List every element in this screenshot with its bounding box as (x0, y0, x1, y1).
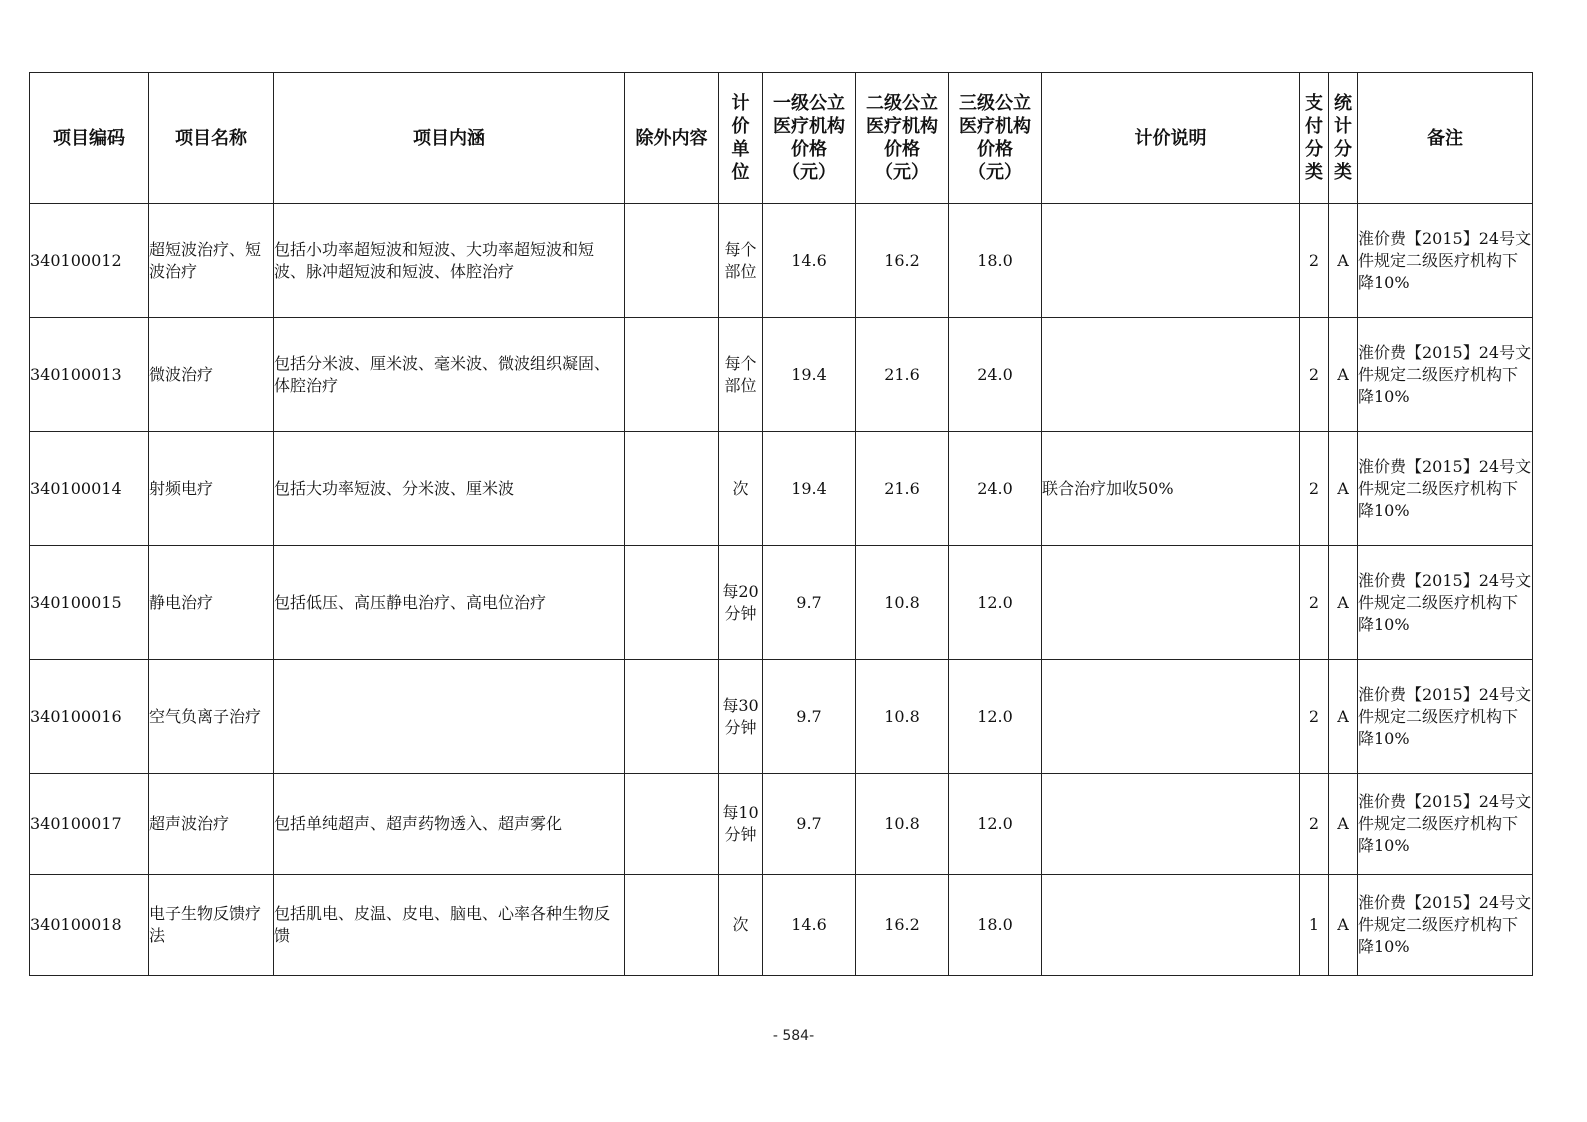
page-number: - 584- (772, 1028, 815, 1044)
cell-payment-class: 1 (1300, 875, 1329, 976)
cell-price2: 21.6 (856, 432, 949, 546)
header-remarks: 备注 (1358, 73, 1533, 204)
cell-stat-class: A (1329, 318, 1358, 432)
cell-pricing-note: 联合治疗加收50% (1042, 432, 1300, 546)
cell-stat-class: A (1329, 875, 1358, 976)
cell-excluded (625, 546, 719, 660)
cell-name: 超声波治疗 (149, 774, 274, 875)
cell-price2: 10.8 (856, 660, 949, 774)
header-excluded: 除外内容 (625, 73, 719, 204)
cell-payment-class: 2 (1300, 318, 1329, 432)
header-pricing-note: 计价说明 (1042, 73, 1300, 204)
cell-price3: 12.0 (949, 660, 1042, 774)
table-row (30, 660, 1533, 774)
cell-remarks: 淮价费【2015】24号文件规定二级医疗机构下降10% (1358, 204, 1533, 318)
header-price2-text: 二级公立医疗机构价格（元） (866, 93, 938, 183)
cell-payment-class: 2 (1300, 660, 1329, 774)
cell-code: 340100014 (30, 432, 149, 546)
cell-content: 包括单纯超声、超声药物透入、超声雾化 (274, 774, 625, 875)
cell-stat-class: A (1329, 774, 1358, 875)
cell-price3: 18.0 (949, 875, 1042, 976)
cell-unit: 每30分钟 (719, 660, 763, 774)
cell-content (274, 660, 625, 774)
cell-remarks: 淮价费【2015】24号文件规定二级医疗机构下降10% (1358, 875, 1533, 976)
cell-pricing-note (1042, 660, 1300, 774)
header-price1 (763, 73, 856, 204)
cell-price2: 16.2 (856, 875, 949, 976)
table-row (30, 546, 1533, 660)
cell-price1: 19.4 (763, 432, 856, 546)
cell-name: 微波治疗 (149, 318, 274, 432)
header-unit (719, 73, 763, 204)
cell-unit: 次 (719, 432, 763, 546)
cell-unit: 次 (719, 875, 763, 976)
cell-remarks: 淮价费【2015】24号文件规定二级医疗机构下降10% (1358, 660, 1533, 774)
table-row (30, 875, 1533, 976)
cell-excluded (625, 318, 719, 432)
cell-price2: 21.6 (856, 318, 949, 432)
cell-pricing-note (1042, 875, 1300, 976)
cell-stat-class: A (1329, 660, 1358, 774)
cell-price3: 12.0 (949, 546, 1042, 660)
header-stat-class-text: 统计分类 (1334, 93, 1352, 183)
cell-code: 340100015 (30, 546, 149, 660)
cell-code: 340100012 (30, 204, 149, 318)
cell-price1: 9.7 (763, 774, 856, 875)
header-stat-class (1329, 73, 1358, 204)
table-header-row (30, 73, 1533, 204)
cell-content: 包括肌电、皮温、皮电、脑电、心率各种生物反馈 (274, 875, 625, 976)
table-row (30, 432, 1533, 546)
cell-name: 电子生物反馈疗法 (149, 875, 274, 976)
cell-name: 静电治疗 (149, 546, 274, 660)
cell-price2: 10.8 (856, 774, 949, 875)
header-price2 (856, 73, 949, 204)
cell-price1: 14.6 (763, 204, 856, 318)
cell-excluded (625, 432, 719, 546)
cell-code: 340100017 (30, 774, 149, 875)
header-price3-text: 三级公立医疗机构价格（元） (959, 93, 1031, 183)
cell-price2: 16.2 (856, 204, 949, 318)
cell-payment-class: 2 (1300, 204, 1329, 318)
cell-remarks: 淮价费【2015】24号文件规定二级医疗机构下降10% (1358, 546, 1533, 660)
cell-excluded (625, 660, 719, 774)
cell-price1: 19.4 (763, 318, 856, 432)
cell-pricing-note (1042, 546, 1300, 660)
header-unit-text: 计价单位 (731, 93, 750, 183)
cell-remarks: 淮价费【2015】24号文件规定二级医疗机构下降10% (1358, 774, 1533, 875)
cell-name: 空气负离子治疗 (149, 660, 274, 774)
cell-code: 340100018 (30, 875, 149, 976)
cell-content: 包括小功率超短波和短波、大功率超短波和短波、脉冲超短波和短波、体腔治疗 (274, 204, 625, 318)
cell-excluded (625, 875, 719, 976)
table-row (30, 204, 1533, 318)
cell-content: 包括大功率短波、分米波、厘米波 (274, 432, 625, 546)
cell-payment-class: 2 (1300, 432, 1329, 546)
price-table (29, 72, 1533, 976)
cell-price3: 12.0 (949, 774, 1042, 875)
cell-price3: 18.0 (949, 204, 1042, 318)
header-price3 (949, 73, 1042, 204)
cell-code: 340100016 (30, 660, 149, 774)
cell-pricing-note (1042, 318, 1300, 432)
cell-price2: 10.8 (856, 546, 949, 660)
cell-unit: 每10分钟 (719, 774, 763, 875)
cell-stat-class: A (1329, 432, 1358, 546)
cell-price1: 9.7 (763, 546, 856, 660)
cell-stat-class: A (1329, 546, 1358, 660)
cell-unit: 每个部位 (719, 204, 763, 318)
table-row (30, 774, 1533, 875)
cell-name: 超短波治疗、短波治疗 (149, 204, 274, 318)
cell-remarks: 淮价费【2015】24号文件规定二级医疗机构下降10% (1358, 318, 1533, 432)
cell-price3: 24.0 (949, 432, 1042, 546)
cell-price1: 14.6 (763, 875, 856, 976)
cell-stat-class: A (1329, 204, 1358, 318)
cell-price3: 24.0 (949, 318, 1042, 432)
cell-price1: 9.7 (763, 660, 856, 774)
cell-code: 340100013 (30, 318, 149, 432)
cell-content: 包括低压、高压静电治疗、高电位治疗 (274, 546, 625, 660)
header-code: 项目编码 (30, 73, 149, 204)
table-row (30, 318, 1533, 432)
header-payment-class-text: 支付分类 (1305, 93, 1323, 183)
header-price1-text: 一级公立医疗机构价格（元） (773, 93, 845, 183)
header-payment-class (1300, 73, 1329, 204)
cell-payment-class: 2 (1300, 774, 1329, 875)
cell-pricing-note (1042, 774, 1300, 875)
cell-name: 射频电疗 (149, 432, 274, 546)
cell-content: 包括分米波、厘米波、毫米波、微波组织凝固、体腔治疗 (274, 318, 625, 432)
cell-excluded (625, 774, 719, 875)
cell-payment-class: 2 (1300, 546, 1329, 660)
cell-remarks: 淮价费【2015】24号文件规定二级医疗机构下降10% (1358, 432, 1533, 546)
cell-pricing-note (1042, 204, 1300, 318)
cell-excluded (625, 204, 719, 318)
header-name: 项目名称 (149, 73, 274, 204)
cell-unit: 每20分钟 (719, 546, 763, 660)
header-content: 项目内涵 (274, 73, 625, 204)
cell-unit: 每个部位 (719, 318, 763, 432)
